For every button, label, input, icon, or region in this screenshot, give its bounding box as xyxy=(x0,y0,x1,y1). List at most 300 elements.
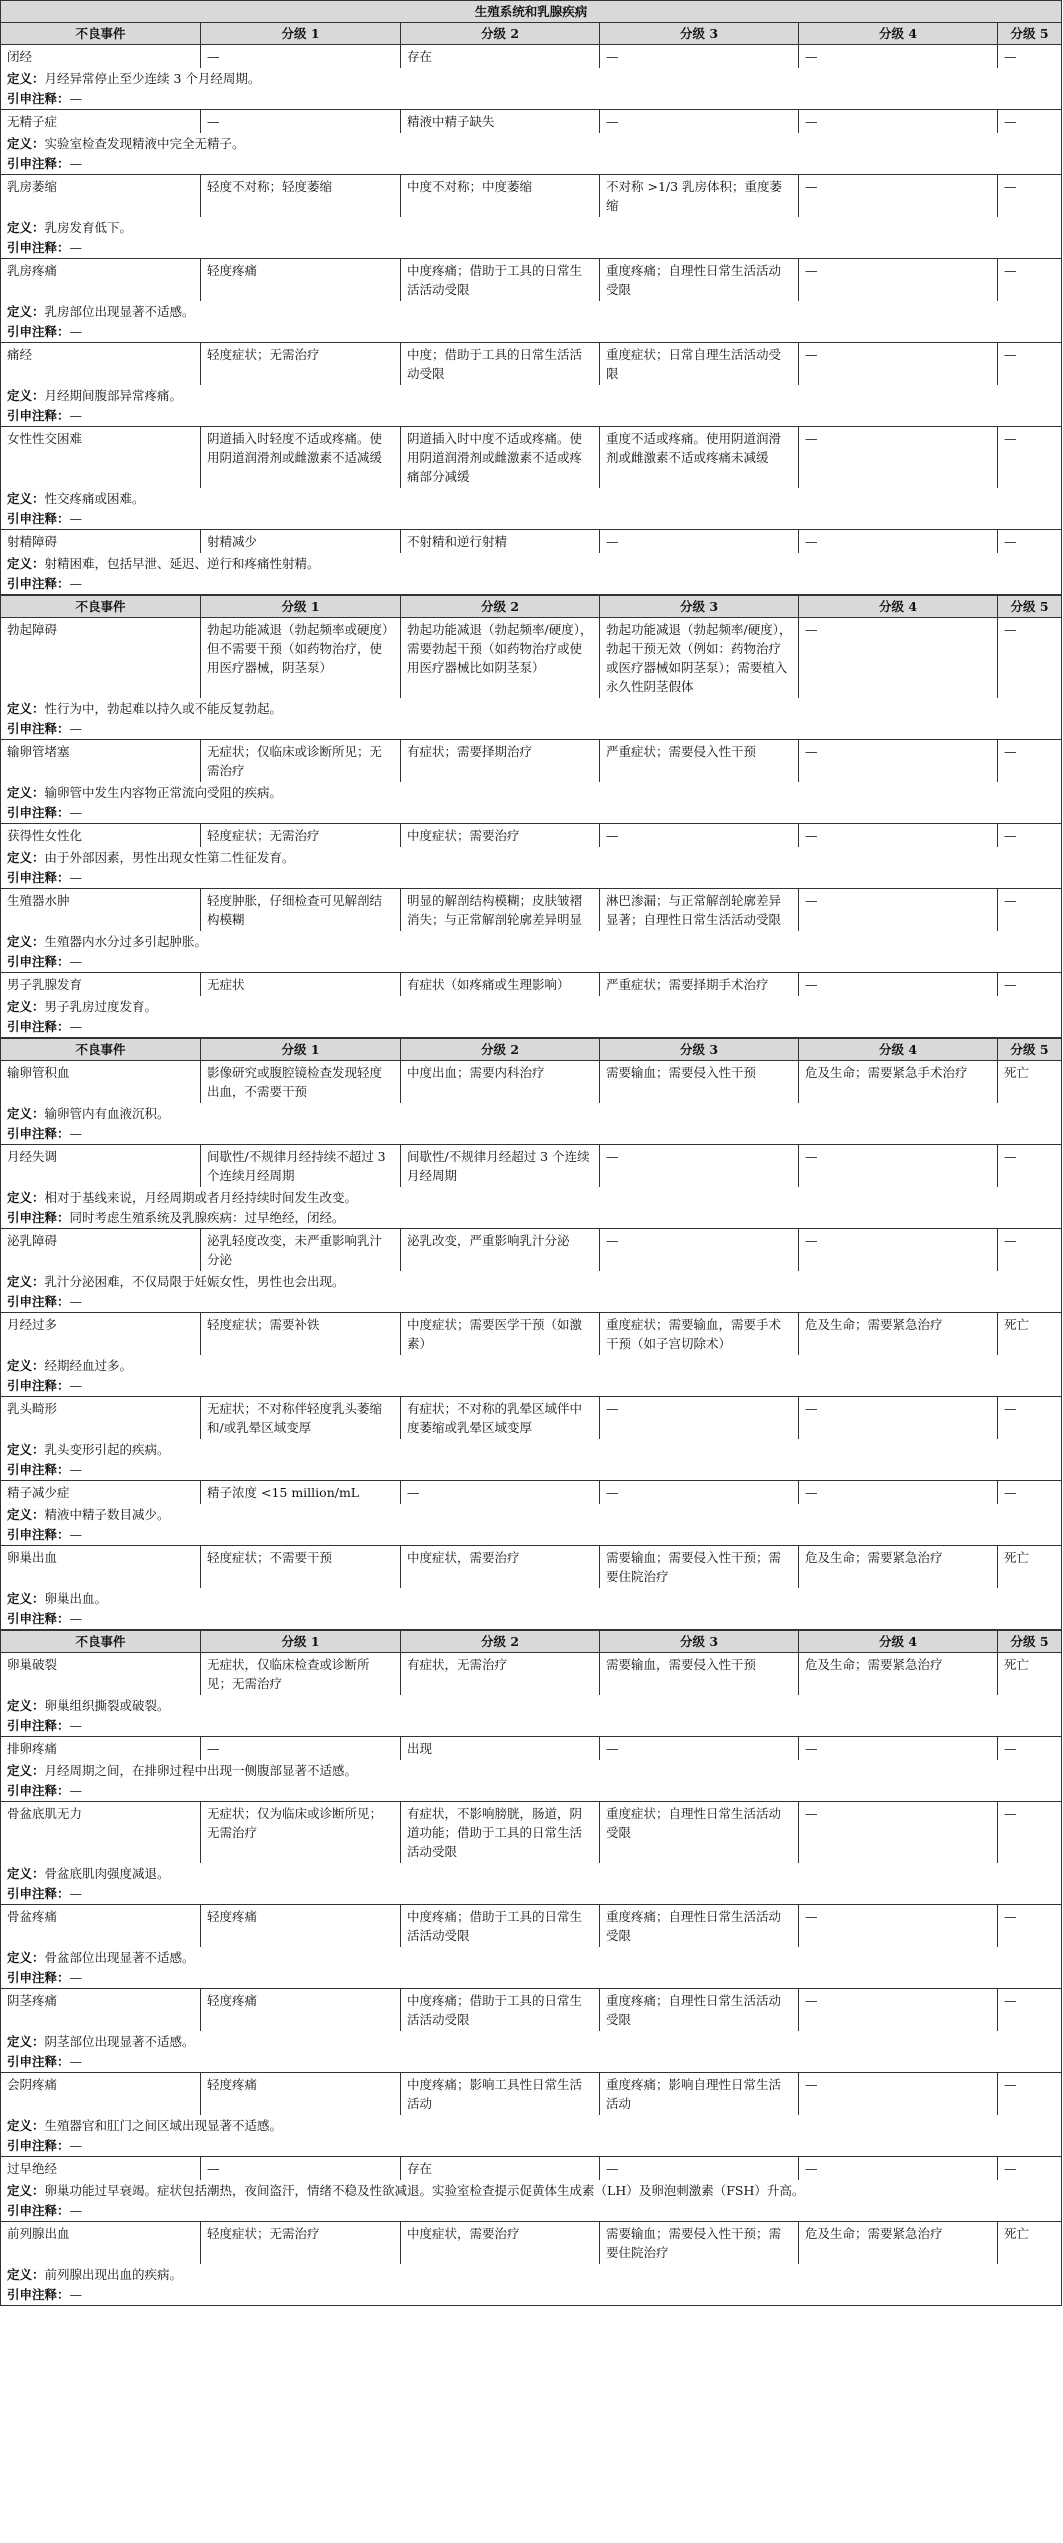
grade-5-cell: — xyxy=(998,1802,1062,1864)
note-text: — xyxy=(69,2138,83,2153)
grade-5-cell: — xyxy=(998,2157,1062,2181)
note-row xyxy=(1,1292,1062,1313)
grade-1-cell: 影像研究或腹腔镜检查发现轻度出血，不需要干预 xyxy=(201,1061,401,1104)
definition-text: 性行为中，勃起难以持久或不能反复勃起。 xyxy=(44,701,283,716)
grade-2-cell: 存在 xyxy=(401,45,600,69)
definition-label: 定义： xyxy=(7,556,45,571)
grade-5-cell: — xyxy=(998,343,1062,386)
grade-5-cell: — xyxy=(998,1989,1062,2032)
grade-4-cell: — xyxy=(799,1737,998,1761)
note-label: 引申注释： xyxy=(7,91,70,106)
definition-cell xyxy=(1,1760,1062,1781)
definition-text: 卵巢组织撕裂或破裂。 xyxy=(44,1698,170,1713)
definition-label: 定义： xyxy=(7,1763,45,1778)
definition-cell xyxy=(1,1103,1062,1124)
grade-2-cell: 明显的解剖结构模糊；皮肤皱褶消失；与正常解剖轮廓差异明显 xyxy=(401,889,600,932)
column-header: 分级 2 xyxy=(401,1631,600,1653)
definition-text: 卵巢出血。 xyxy=(44,1591,108,1606)
note-row xyxy=(1,1968,1062,1989)
column-header: 分级 3 xyxy=(600,1039,799,1061)
grade-3-cell: — xyxy=(600,824,799,848)
note-cell xyxy=(1,1017,1062,1038)
column-header: 分级 4 xyxy=(799,1631,998,1653)
grade-5-cell: 死亡 xyxy=(998,1546,1062,1589)
grade-4-cell: — xyxy=(799,889,998,932)
grade-2-cell: 有症状，无需治疗 xyxy=(401,1653,600,1696)
note-cell xyxy=(1,1609,1062,1630)
grade-1-cell: 轻度症状；无需治疗 xyxy=(201,824,401,848)
definition-label: 定义： xyxy=(7,1358,45,1373)
column-header: 分级 3 xyxy=(600,596,799,618)
adverse-event-name: 阴茎疼痛 xyxy=(1,1989,201,2032)
definition-label: 定义： xyxy=(7,2034,45,2049)
definition-row xyxy=(1,217,1062,238)
note-row xyxy=(1,89,1062,110)
note-text: — xyxy=(69,805,83,820)
definition-row xyxy=(1,2180,1062,2201)
adverse-event-name: 骨盆疼痛 xyxy=(1,1905,201,1948)
grade-1-cell: 勃起功能减退（勃起频率或硬度）但不需要干预（如药物治疗，使用医疗器械，阴茎泵） xyxy=(201,618,401,699)
note-label: 引申注释： xyxy=(7,156,70,171)
adverse-event-name: 卵巢破裂 xyxy=(1,1653,201,1696)
note-cell xyxy=(1,154,1062,175)
definition-row xyxy=(1,1271,1062,1292)
definition-label: 定义： xyxy=(7,220,45,235)
table-row xyxy=(1,530,1062,554)
grade-4-cell: 危及生命；需要紧急治疗 xyxy=(799,2222,998,2265)
adverse-event-name: 精子减少症 xyxy=(1,1481,201,1505)
note-row xyxy=(1,238,1062,259)
column-header: 分级 4 xyxy=(799,596,998,618)
definition-text: 月经异常停止至少连续 3 个月经周期。 xyxy=(44,71,261,86)
definition-label: 定义： xyxy=(7,2267,45,2282)
grade-2-cell: — xyxy=(401,1481,600,1505)
column-header: 分级 2 xyxy=(401,23,600,45)
note-text: — xyxy=(69,576,83,591)
grade-2-cell: 中度症状，需要治疗 xyxy=(401,1546,600,1589)
adverse-event-name: 输卵管堵塞 xyxy=(1,740,201,783)
definition-text: 生殖器官和肛门之间区域出现显著不适感。 xyxy=(44,2118,283,2133)
note-row xyxy=(1,406,1062,427)
note-row xyxy=(1,868,1062,889)
adverse-event-name: 女性性交困难 xyxy=(1,427,201,489)
grade-3-cell: — xyxy=(600,1397,799,1440)
grade-3-cell: 不对称 >1/3 乳房体积；重度萎缩 xyxy=(600,175,799,218)
definition-text: 射精困难，包括早泄、延迟、逆行和疼痛性射精。 xyxy=(44,556,320,571)
grade-1-cell: 轻度症状；不需要干预 xyxy=(201,1546,401,1589)
header-row xyxy=(1,1039,1062,1061)
definition-cell xyxy=(1,2180,1062,2201)
definition-row xyxy=(1,133,1062,154)
note-cell xyxy=(1,1525,1062,1546)
definition-cell xyxy=(1,2115,1062,2136)
definition-cell xyxy=(1,1439,1062,1460)
grade-5-cell: — xyxy=(998,175,1062,218)
grade-1-cell: 轻度症状；无需治疗 xyxy=(201,343,401,386)
grade-3-cell: 重度疼痛；自理性日常生活活动受限 xyxy=(600,1905,799,1948)
note-label: 引申注释： xyxy=(7,576,70,591)
note-row xyxy=(1,1017,1062,1038)
table-row xyxy=(1,45,1062,69)
grade-5-cell: — xyxy=(998,1737,1062,1761)
note-cell xyxy=(1,2136,1062,2157)
note-text: — xyxy=(69,954,83,969)
grade-2-cell: 有症状（如疼痛或生理影响） xyxy=(401,973,600,997)
adverse-event-name: 射精障碍 xyxy=(1,530,201,554)
note-label: 引申注释： xyxy=(7,2054,70,2069)
table-title-row xyxy=(1,1,1062,23)
adverse-event-name: 无精子症 xyxy=(1,110,201,134)
grade-4-cell: — xyxy=(799,1905,998,1948)
grade-1-cell: 射精减少 xyxy=(201,530,401,554)
definition-label: 定义： xyxy=(7,850,45,865)
note-label: 引申注释： xyxy=(7,511,70,526)
definition-row xyxy=(1,931,1062,952)
definition-text: 由于外部因素，男性出现女性第二性征发育。 xyxy=(44,850,295,865)
grade-2-cell: 中度症状；需要医学干预（如激素） xyxy=(401,1313,600,1356)
grade-4-cell: 危及生命；需要紧急治疗 xyxy=(799,1546,998,1589)
table-row xyxy=(1,1061,1062,1104)
adverse-event-name: 输卵管积血 xyxy=(1,1061,201,1104)
note-row xyxy=(1,1884,1062,1905)
definition-cell xyxy=(1,68,1062,89)
column-header: 分级 1 xyxy=(201,1039,401,1061)
table-row xyxy=(1,2073,1062,2116)
note-text: — xyxy=(69,1294,83,1309)
note-cell xyxy=(1,238,1062,259)
note-label: 引申注释： xyxy=(7,2287,70,2302)
adverse-event-name: 会阴疼痛 xyxy=(1,2073,201,2116)
adverse-event-name: 勃起障碍 xyxy=(1,618,201,699)
definition-row xyxy=(1,1439,1062,1460)
adverse-event-name: 泌乳障碍 xyxy=(1,1229,201,1272)
definition-cell xyxy=(1,133,1062,154)
definition-text: 骨盆部位出现显著不适感。 xyxy=(44,1950,195,1965)
column-header: 分级 4 xyxy=(799,1039,998,1061)
definition-cell xyxy=(1,385,1062,406)
note-text: — xyxy=(69,1783,83,1798)
note-cell xyxy=(1,2285,1062,2306)
note-text: — xyxy=(69,1462,83,1477)
grade-3-cell: — xyxy=(600,45,799,69)
grade-3-cell: — xyxy=(600,2157,799,2181)
grade-1-cell: 轻度疼痛 xyxy=(201,1989,401,2032)
definition-row xyxy=(1,1103,1062,1124)
definition-row xyxy=(1,1947,1062,1968)
grade-1-cell: 轻度疼痛 xyxy=(201,259,401,302)
grade-3-cell: 严重症状；需要择期手术治疗 xyxy=(600,973,799,997)
note-text: — xyxy=(69,1378,83,1393)
grade-2-cell: 精液中精子缺失 xyxy=(401,110,600,134)
note-row xyxy=(1,719,1062,740)
note-label: 引申注释： xyxy=(7,2138,70,2153)
note-row xyxy=(1,509,1062,530)
note-label: 引申注释： xyxy=(7,721,70,736)
column-header: 分级 4 xyxy=(799,23,998,45)
grade-4-cell: — xyxy=(799,2073,998,2116)
grade-2-cell: 泌乳改变，严重影响乳汁分泌 xyxy=(401,1229,600,1272)
note-text: — xyxy=(69,1718,83,1733)
note-cell xyxy=(1,719,1062,740)
note-text: — xyxy=(69,721,83,736)
grade-4-cell: — xyxy=(799,1145,998,1188)
definition-label: 定义： xyxy=(7,1507,45,1522)
note-label: 引申注释： xyxy=(7,1294,70,1309)
definition-row xyxy=(1,301,1062,322)
grade-4-cell: — xyxy=(799,45,998,69)
definition-cell xyxy=(1,1947,1062,1968)
grade-4-cell: — xyxy=(799,824,998,848)
adverse-event-name: 痛经 xyxy=(1,343,201,386)
note-text: — xyxy=(69,156,83,171)
grade-3-cell: — xyxy=(600,530,799,554)
grade-1-cell: 轻度症状；需要补铁 xyxy=(201,1313,401,1356)
definition-cell xyxy=(1,1588,1062,1609)
note-label: 引申注释： xyxy=(7,870,70,885)
grade-5-cell: — xyxy=(998,259,1062,302)
note-label: 引申注释： xyxy=(7,324,70,339)
definition-row xyxy=(1,1695,1062,1716)
grade-5-cell: 死亡 xyxy=(998,1061,1062,1104)
definition-text: 卵巢功能过早衰竭。症状包括潮热，夜间盗汗，情绪不稳及性欲减退。实验室检查提示促黄体生成素（LH）及卵泡刺激素（FSH）升高。 xyxy=(44,2183,805,2198)
grade-5-cell: — xyxy=(998,427,1062,489)
definition-row xyxy=(1,1863,1062,1884)
grade-5-cell: — xyxy=(998,889,1062,932)
grade-2-cell: 中度疼痛；借助于工具的日常生活活动受限 xyxy=(401,1905,600,1948)
adverse-event-name: 月经失调 xyxy=(1,1145,201,1188)
definition-text: 男子乳房过度发育。 xyxy=(44,999,158,1014)
definition-row xyxy=(1,2264,1062,2285)
grade-1-cell: 轻度不对称；轻度萎缩 xyxy=(201,175,401,218)
note-cell xyxy=(1,1292,1062,1313)
grade-4-cell: — xyxy=(799,343,998,386)
definition-text: 月经期间腹部异常疼痛。 xyxy=(44,388,183,403)
grade-4-cell: — xyxy=(799,973,998,997)
note-text: — xyxy=(69,1970,83,1985)
grade-3-cell: 严重症状；需要侵入性干预 xyxy=(600,740,799,783)
note-text: — xyxy=(69,408,83,423)
note-cell xyxy=(1,1968,1062,1989)
definition-text: 乳头变形引起的疾病。 xyxy=(44,1442,170,1457)
column-header: 分级 3 xyxy=(600,23,799,45)
note-text: — xyxy=(69,91,83,106)
grade-5-cell: — xyxy=(998,824,1062,848)
definition-label: 定义： xyxy=(7,999,45,1014)
table-row xyxy=(1,1229,1062,1272)
note-row xyxy=(1,1208,1062,1229)
grade-2-cell: 中度疼痛；借助于工具的日常生活活动受限 xyxy=(401,1989,600,2032)
note-label: 引申注释： xyxy=(7,1462,70,1477)
definition-row xyxy=(1,698,1062,719)
grade-3-cell: — xyxy=(600,1481,799,1505)
column-header: 分级 5 xyxy=(998,23,1062,45)
grade-4-cell: — xyxy=(799,618,998,699)
adverse-event-name: 乳房疼痛 xyxy=(1,259,201,302)
note-text: — xyxy=(69,2287,83,2302)
column-header: 不良事件 xyxy=(1,23,201,45)
definition-text: 前列腺出现出血的疾病。 xyxy=(44,2267,183,2282)
definition-row xyxy=(1,1355,1062,1376)
note-cell xyxy=(1,89,1062,110)
definition-cell xyxy=(1,488,1062,509)
grade-3-cell: — xyxy=(600,1229,799,1272)
grade-5-cell: — xyxy=(998,1229,1062,1272)
definition-label: 定义： xyxy=(7,1274,45,1289)
definition-row xyxy=(1,68,1062,89)
grade-5-cell: — xyxy=(998,110,1062,134)
note-label: 引申注释： xyxy=(7,408,70,423)
grade-5-cell: — xyxy=(998,1397,1062,1440)
column-header: 分级 5 xyxy=(998,596,1062,618)
adverse-event-name: 生殖器水肿 xyxy=(1,889,201,932)
note-cell xyxy=(1,868,1062,889)
definition-text: 乳房部位出现显著不适感。 xyxy=(44,304,195,319)
adverse-event-name: 乳房萎缩 xyxy=(1,175,201,218)
note-label: 引申注释： xyxy=(7,1783,70,1798)
grade-1-cell: 无症状 xyxy=(201,973,401,997)
grade-4-cell: — xyxy=(799,427,998,489)
note-row xyxy=(1,574,1062,595)
grade-1-cell: — xyxy=(201,110,401,134)
note-text: — xyxy=(69,2203,83,2218)
grade-4-cell: — xyxy=(799,110,998,134)
definition-row xyxy=(1,1760,1062,1781)
grade-5-cell: — xyxy=(998,2073,1062,2116)
definition-row xyxy=(1,553,1062,574)
grade-3-cell: 重度疼痛；自理性日常生活活动受限 xyxy=(600,259,799,302)
definition-cell xyxy=(1,217,1062,238)
note-text: — xyxy=(69,1886,83,1901)
note-row xyxy=(1,952,1062,973)
note-label: 引申注释： xyxy=(7,1378,70,1393)
adverse-event-name: 月经过多 xyxy=(1,1313,201,1356)
column-header: 不良事件 xyxy=(1,596,201,618)
definition-label: 定义： xyxy=(7,1950,45,1965)
column-header: 不良事件 xyxy=(1,1039,201,1061)
definition-text: 输卵管中发生内容物正常流向受阻的疾病。 xyxy=(44,785,283,800)
table-row xyxy=(1,175,1062,218)
grade-2-cell: 有症状；不对称的乳晕区域伴中度萎缩或乳晕区域变厚 xyxy=(401,1397,600,1440)
note-row xyxy=(1,1781,1062,1802)
grade-3-cell: 重度症状；日常自理生活活动受限 xyxy=(600,343,799,386)
note-cell xyxy=(1,509,1062,530)
note-label: 引申注释： xyxy=(7,1970,70,1985)
note-row xyxy=(1,322,1062,343)
grade-5-cell: — xyxy=(998,1905,1062,1948)
definition-row xyxy=(1,782,1062,803)
note-cell xyxy=(1,1208,1062,1229)
grade-5-cell: — xyxy=(998,618,1062,699)
note-label: 引申注释： xyxy=(7,1527,70,1542)
table-row xyxy=(1,1397,1062,1440)
note-label: 引申注释： xyxy=(7,2203,70,2218)
table-row xyxy=(1,824,1062,848)
table-row xyxy=(1,343,1062,386)
definition-text: 乳汁分泌困难，不仅局限于妊娠女性，男性也会出现。 xyxy=(44,1274,345,1289)
note-text: — xyxy=(69,1527,83,1542)
note-text: — xyxy=(69,240,83,255)
table-row xyxy=(1,259,1062,302)
adverse-event-name: 过早绝经 xyxy=(1,2157,201,2181)
definition-row xyxy=(1,488,1062,509)
note-text: — xyxy=(69,1611,83,1626)
adverse-event-name: 排卵疼痛 xyxy=(1,1737,201,1761)
note-text: 同时考虑生殖系统及乳腺疾病：过早绝经，闭经。 xyxy=(69,1210,345,1225)
note-row xyxy=(1,1376,1062,1397)
note-cell xyxy=(1,1124,1062,1145)
definition-label: 定义： xyxy=(7,1591,45,1606)
note-row xyxy=(1,1609,1062,1630)
header-row xyxy=(1,596,1062,618)
grade-5-cell: — xyxy=(998,530,1062,554)
definition-cell xyxy=(1,1695,1062,1716)
definition-text: 生殖器内水分过多引起肿胀。 xyxy=(44,934,208,949)
definition-row xyxy=(1,1504,1062,1525)
note-row xyxy=(1,1124,1062,1145)
grade-4-cell: — xyxy=(799,2157,998,2181)
table-row xyxy=(1,889,1062,932)
definition-cell xyxy=(1,1271,1062,1292)
grade-3-cell: 勃起功能减退（勃起频率/硬度），勃起干预无效（例如：药物治疗或医疗器械如阴茎泵）；需要植入永久性阴茎假体 xyxy=(600,618,799,699)
grade-1-cell: 轻度疼痛 xyxy=(201,2073,401,2116)
definition-cell xyxy=(1,1504,1062,1525)
grade-3-cell: — xyxy=(600,1737,799,1761)
grade-1-cell: 无症状；不对称伴轻度乳头萎缩和/或乳晕区域变厚 xyxy=(201,1397,401,1440)
definition-text: 经期经血过多。 xyxy=(44,1358,133,1373)
note-row xyxy=(1,2052,1062,2073)
grade-4-cell: — xyxy=(799,1481,998,1505)
note-text: — xyxy=(69,1126,83,1141)
note-label: 引申注释： xyxy=(7,805,70,820)
definition-cell xyxy=(1,847,1062,868)
definition-text: 性交疼痛或困难。 xyxy=(44,491,145,506)
definition-text: 实验室检查发现精液中完全无精子。 xyxy=(44,136,245,151)
definition-row xyxy=(1,847,1062,868)
definition-cell xyxy=(1,1355,1062,1376)
note-label: 引申注释： xyxy=(7,1718,70,1733)
note-text: — xyxy=(69,870,83,885)
definition-text: 阴茎部位出现显著不适感。 xyxy=(44,2034,195,2049)
grade-1-cell: 轻度疼痛 xyxy=(201,1905,401,1948)
grade-4-cell: — xyxy=(799,530,998,554)
definition-label: 定义： xyxy=(7,388,45,403)
note-label: 引申注释： xyxy=(7,1019,70,1034)
table-row xyxy=(1,618,1062,699)
definition-label: 定义： xyxy=(7,2183,45,2198)
grade-3-cell: 需要输血；需要侵入性干预；需要住院治疗 xyxy=(600,1546,799,1589)
note-row xyxy=(1,803,1062,824)
grade-3-cell: 淋巴渗漏；与正常解剖轮廓差异显著；自理性日常生活活动受限 xyxy=(600,889,799,932)
column-header: 分级 2 xyxy=(401,1039,600,1061)
definition-label: 定义： xyxy=(7,1190,45,1205)
definition-text: 月经周期之间，在排卵过程中出现一侧腹部显著不适感。 xyxy=(44,1763,358,1778)
adverse-event-name: 男子乳腺发育 xyxy=(1,973,201,997)
grade-3-cell: 重度不适或疼痛。使用阴道润滑剂或雌激素不适或疼痛未减缓 xyxy=(600,427,799,489)
grade-3-cell: 重度疼痛；影响自理性日常生活活动 xyxy=(600,2073,799,2116)
note-row xyxy=(1,2136,1062,2157)
note-label: 引申注释： xyxy=(7,1126,70,1141)
note-cell xyxy=(1,322,1062,343)
note-row xyxy=(1,154,1062,175)
grade-4-cell: — xyxy=(799,1989,998,2032)
grade-2-cell: 有症状，不影响膀胱，肠道，阴道功能；借助于工具的日常生活活动受限 xyxy=(401,1802,600,1864)
table-row xyxy=(1,973,1062,997)
definition-label: 定义： xyxy=(7,1866,45,1881)
table-row xyxy=(1,1145,1062,1188)
ae-table-section xyxy=(0,1630,1062,2306)
header-row xyxy=(1,1631,1062,1653)
note-cell xyxy=(1,1781,1062,1802)
